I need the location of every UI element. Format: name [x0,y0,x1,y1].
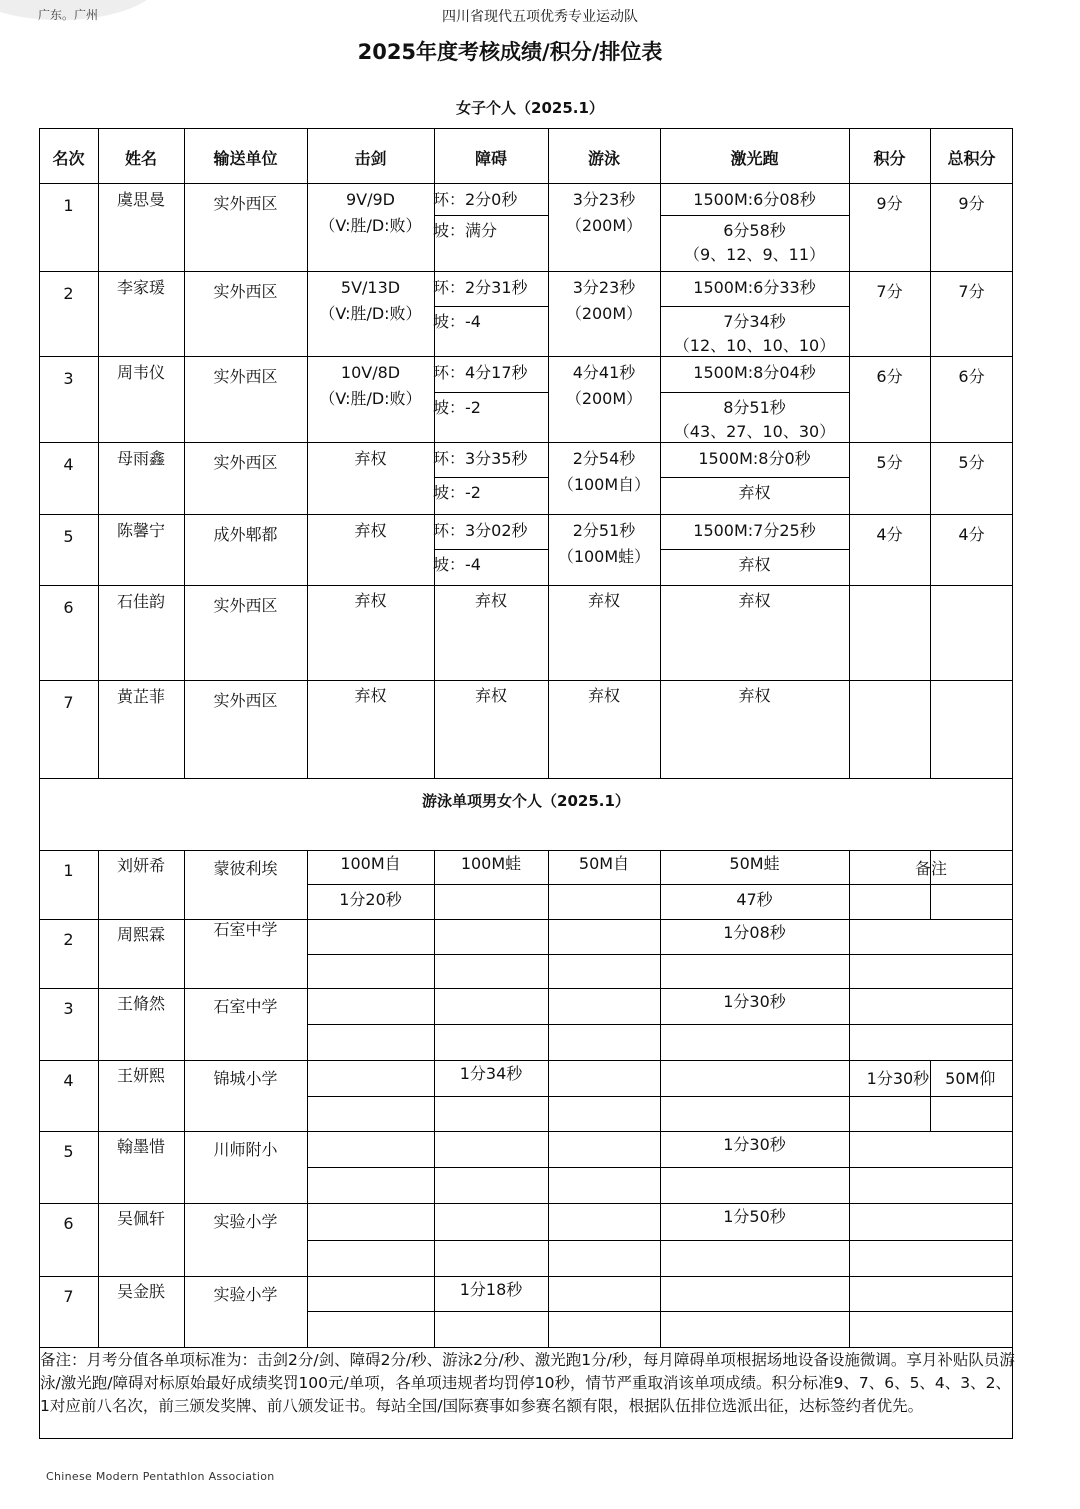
swim-time-cell: 1分34秒 [459,1064,523,1083]
fencing-note: （V:胜/D:败） [319,216,422,235]
swim-distance: （100M蛙） [557,547,651,566]
swim-time: 3分23秒 [572,190,636,209]
swim-distance: （200M） [565,304,643,323]
swim-distance: （200M） [565,216,643,235]
laser-run-time: 6分58秒 [723,221,786,240]
page-title: 2025年度考核成绩/积分/排位表 [357,40,663,64]
swim-time-cell: 47秒 [736,890,773,909]
total-points-cell: 5分 [958,453,985,472]
grid-line-h [660,549,849,550]
rank-cell: 6 [63,1214,74,1233]
rank-cell: 6 [63,598,74,617]
grid-line-h [39,1203,1013,1204]
swim-time-cell: 1分30秒 [723,992,786,1011]
header-cell: 障碍 [474,149,507,168]
grid-line-h [39,514,1013,515]
rank-cell: 3 [63,369,74,388]
laser-run-splits: （9、12、9、11） [683,245,826,264]
swim-time: 弃权 [587,591,620,610]
grid-line-h [39,442,1013,443]
name-cell: 黄芷菲 [116,687,165,706]
header-cell: 总积分 [947,149,996,168]
grid-line-h [307,1240,1013,1241]
header-cell: 游泳 [587,149,620,168]
grid-line-h [434,477,548,478]
grid-line-h [39,585,1013,586]
swim-distance: （200M） [565,389,643,408]
name-cell: 吴金朕 [116,1282,165,1301]
unit-cell: 实外西区 [213,194,278,213]
name-cell: 陈馨宁 [116,521,165,540]
swim-time: 3分23秒 [572,278,636,297]
obstacle-ring-time: 环：2分31秒 [433,278,528,297]
obstacle-result: 弃权 [474,591,507,610]
points-cell: 9分 [876,194,903,213]
swim-time-cell: 1分50秒 [723,1207,786,1226]
unit-cell: 石室中学 [213,997,278,1016]
unit-cell: 石室中学 [213,920,278,939]
unit-cell: 实外西区 [213,596,278,615]
grid-line-h [39,988,1013,989]
unit-cell: 成外郫都 [213,525,278,544]
swim-time-cell: 1分30秒 [723,1135,786,1154]
unit-cell: 实外西区 [213,691,278,710]
unit-cell: 实验小学 [213,1285,278,1304]
header-cell: 激光跑 [730,149,779,168]
fencing-result: 5V/13D [340,278,401,297]
fencing-note: （V:胜/D:败） [319,304,422,323]
grid-line-v [930,585,931,680]
laser-run-splits: （43、27、10、30） [673,422,836,441]
total-points-cell: 6分 [958,367,985,386]
unit-cell: 实验小学 [213,1212,278,1231]
obstacle-ring-time: 环：3分02秒 [433,521,528,540]
laser-run-time: 7分34秒 [723,312,786,331]
fencing-result: 弃权 [354,521,387,540]
name-cell: 母雨鑫 [116,449,165,468]
swim-time-cell: 1分08秒 [723,923,786,942]
org-name: 四川省现代五项优秀专业运动队 [442,9,638,25]
swim-time-cell: 1分20秒 [339,890,402,909]
name-cell: 周熙霖 [116,925,165,944]
obstacle-ring-time: 环：2分0秒 [433,190,518,209]
laser-run-1500m: 1500M:6分33秒 [693,278,816,297]
grid-line-h [307,884,1013,885]
swim-header-cell: 50M自 [578,854,630,873]
fencing-result: 弃权 [354,591,387,610]
laser-run-1500m: 1500M:8分04秒 [693,363,816,382]
name-cell: 李家瑗 [116,278,165,297]
remark-cell: 1分30秒 50M仰 [866,1069,996,1088]
swim-time-cell: 1分18秒 [459,1280,523,1299]
points-cell: 7分 [876,282,903,301]
name-cell: 石佳韵 [116,592,165,611]
obstacle-ring-time: 环：4分17秒 [433,363,528,382]
grid-line-h [660,215,849,216]
grid-line-h [307,1311,1013,1312]
laser-run-splits: （12、10、10、10） [673,336,836,355]
grid-line-h [434,392,548,393]
remarks-note: 备注：月考分值各单项标准为：击剑2分/剑、障碍2分/秒、游泳2分/秒、激光跑1分/秒，每月障碍单项根据场地设备设施微调。享月补贴队员游泳/激光跑/障碍对标原始最好成绩奖罚100元/单项，各单项违规者均罚停10秒，情节严重取消该单项成绩。积分标准9、7、6、5、4、3、2、1对应前八名次，前三颁发奖牌、前八颁发证书。每站全国/国际赛事如参赛名额有限，根据队伍排位选派出征，达标签约者优先。 [40,1351,1015,1415]
points-cell: 5分 [876,453,903,472]
grid-line-h [39,183,1013,184]
swim-time: 4分41秒 [572,363,636,382]
grid-line-h [434,306,548,307]
rank-cell: 2 [63,930,74,949]
grid-line-v [849,680,850,778]
unit-cell: 实外西区 [213,367,278,386]
unit-cell: 实外西区 [213,453,278,472]
grid-line-h [660,392,849,393]
name-cell: 刘妍希 [116,856,165,875]
rank-cell: 5 [63,1142,74,1161]
obstacle-slope-score: 坡：-4 [433,312,481,331]
grid-line-h [39,1347,1013,1348]
header-cell: 名次 [52,149,85,168]
points-cell: 6分 [876,367,903,386]
grid-line-h [39,850,1013,851]
obstacle-slope-score: 坡：满分 [433,221,498,240]
rank-cell: 2 [63,284,74,303]
rank-cell: 5 [63,527,74,546]
name-cell: 翰墨惜 [116,1137,165,1156]
swim-header-cell: 100M蛙 [460,854,522,873]
grid-line-h [660,306,849,307]
rank-cell: 3 [63,999,74,1018]
fencing-result: 弃权 [354,686,387,705]
grid-line-h [39,1276,1013,1277]
laser-run-time: 弃权 [738,555,771,574]
obstacle-result: 弃权 [474,686,507,705]
total-points-cell: 7分 [958,282,985,301]
grid-line-h [39,356,1013,357]
name-cell: 周韦仪 [116,363,165,382]
grid-line-h [39,680,1013,681]
obstacle-slope-score: 坡：-4 [433,555,481,574]
header-cell: 输送单位 [213,149,278,168]
header-cell: 击剑 [354,149,387,168]
laser-run-time: 弃权 [738,686,771,705]
grid-line-h [434,549,548,550]
obstacle-ring-time: 环：3分35秒 [433,449,528,468]
name-cell: 虞思曼 [116,190,165,209]
section-title-women: 女子个人（2025.1） [456,99,604,117]
obstacle-slope-score: 坡：-2 [433,398,481,417]
swim-time: 2分54秒 [572,449,636,468]
swim-header-cell: 备注 [914,859,947,878]
grid-line-v [930,680,931,778]
swim-distance: （100M自） [557,475,651,494]
swim-header-cell: 100M自 [340,854,401,873]
grid-line-h [39,1060,1013,1061]
total-points-cell: 4分 [958,525,985,544]
rank-cell: 4 [63,455,74,474]
header-cell: 姓名 [124,149,157,168]
laser-run-1500m: 1500M:7分25秒 [693,521,816,540]
grid-line-h [307,1167,1013,1168]
grid-line-h [307,1024,1013,1025]
grid-line-v [849,585,850,680]
grid-line-h [307,1096,1013,1097]
grid-line-h [434,215,548,216]
section-title-swim: 游泳单项男女个人（2025.1） [422,792,630,810]
swim-time: 弃权 [587,686,620,705]
unit-cell: 川师附小 [213,1140,278,1159]
rank-cell: 1 [63,196,74,215]
obstacle-slope-score: 坡：-2 [433,483,481,502]
laser-run-time: 弃权 [738,591,771,610]
points-cell: 4分 [876,525,903,544]
rank-cell: 1 [63,861,74,880]
fencing-result: 9V/9D [345,190,395,209]
unit-cell: 蒙彼利埃 [213,859,278,878]
header-cell: 积分 [873,149,906,168]
grid-line-h [39,778,1013,779]
laser-run-time: 8分51秒 [723,398,786,417]
fencing-note: （V:胜/D:败） [319,389,422,408]
swim-header-cell: 50M蛙 [729,854,780,873]
footer-association: Chinese Modern Pentathlon Association [46,1470,275,1483]
laser-run-1500m: 1500M:6分08秒 [693,190,816,209]
grid-line-h [39,271,1013,272]
grid-line-h [39,1131,1013,1132]
location-label: 广东。广州 [38,8,99,22]
name-cell: 王脩然 [116,994,165,1013]
fencing-result: 10V/8D [340,363,401,382]
swim-time: 2分51秒 [572,521,636,540]
unit-cell: 实外西区 [213,282,278,301]
unit-cell: 锦城小学 [213,1069,278,1088]
total-points-cell: 9分 [958,194,985,213]
laser-run-time: 弃权 [738,483,771,502]
name-cell: 吴佩轩 [116,1209,165,1228]
fencing-result: 弃权 [354,449,387,468]
laser-run-1500m: 1500M:8分0秒 [698,449,811,468]
grid-line-h [660,477,849,478]
name-cell: 王妍熙 [116,1066,165,1085]
rank-cell: 7 [63,693,74,712]
score-table [39,128,1013,1439]
rank-cell: 7 [63,1287,74,1306]
grid-line-h [307,954,1013,955]
rank-cell: 4 [63,1071,74,1090]
